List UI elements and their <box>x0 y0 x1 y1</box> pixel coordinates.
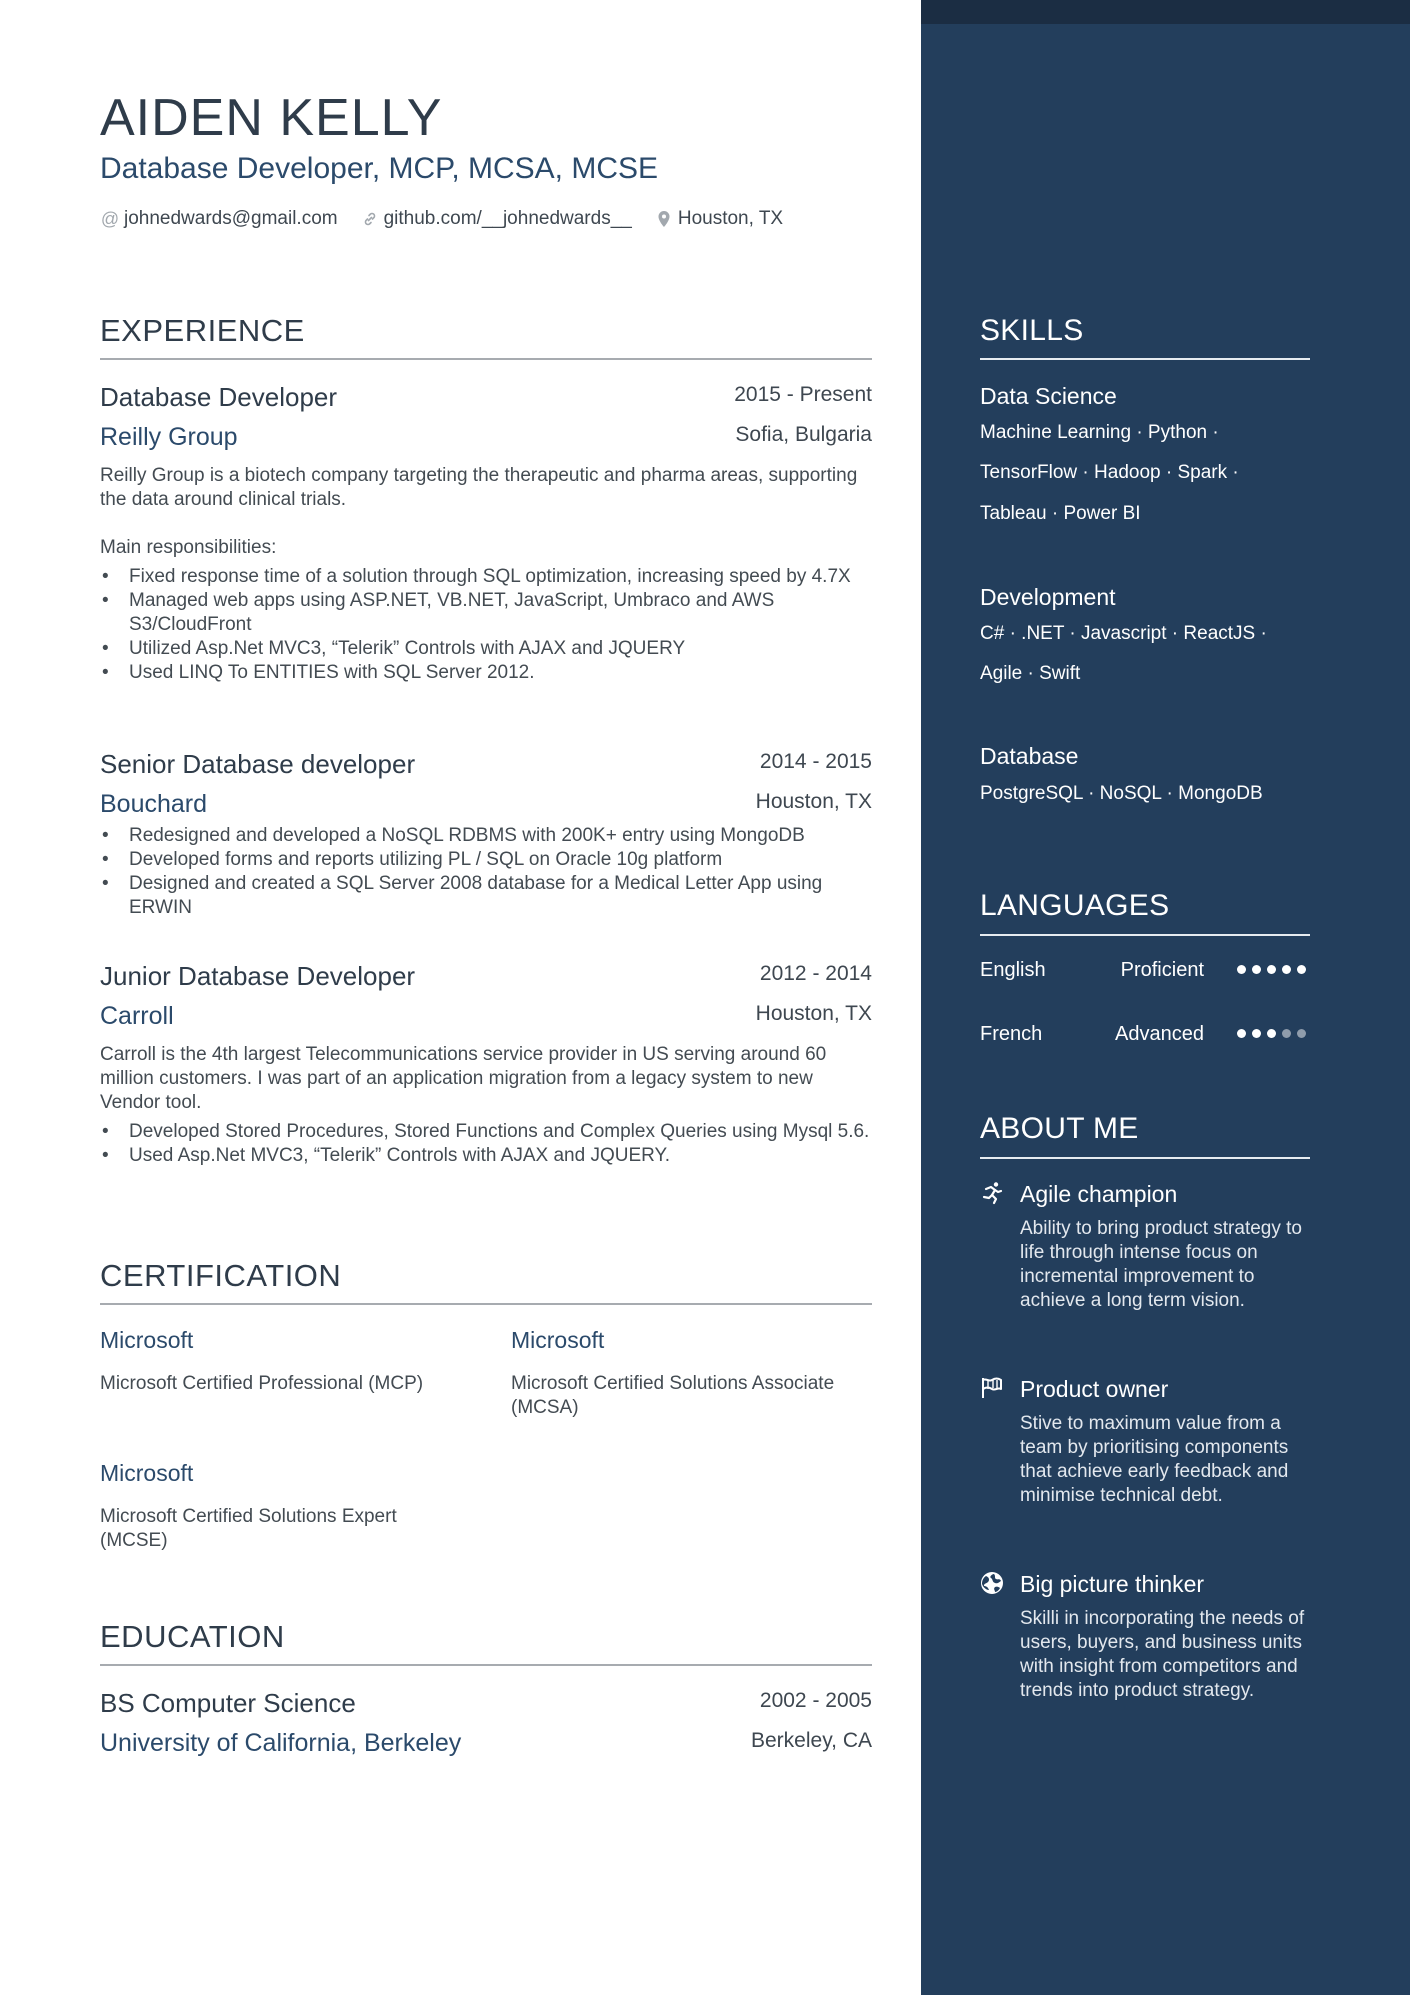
experience-divider <box>100 358 872 360</box>
rating-dot-filled <box>1252 965 1261 974</box>
about-item-title: Big picture thinker <box>1020 1571 1205 1597</box>
rating-dot-filled <box>1282 965 1291 974</box>
job-bullets <box>100 824 875 920</box>
school-location: Berkeley, CA <box>751 1729 872 1752</box>
about-heading: ABOUT ME <box>980 1112 1139 1145</box>
list-item: • Utilized Asp.Net MVC3, “Telerik” Controls with AJAX and JQUERY <box>100 637 875 661</box>
cert-name: Microsoft Certified Solutions Expert (MCSE) <box>100 1506 397 1551</box>
about-item-title: Product owner <box>1020 1376 1169 1402</box>
globe-icon <box>980 1571 1004 1595</box>
job-location: Sofia, Bulgaria <box>735 423 872 446</box>
contact-link[interactable] <box>360 208 632 230</box>
company-description: Carroll is the 4th largest Telecommunications service provider in US serving around 60 million customers. I was part of an application migration from a legacy system to new Vendor tool. <box>100 1044 827 1113</box>
flag-icon <box>980 1376 1004 1400</box>
cert-issuer: Microsoft <box>511 1327 605 1353</box>
education-divider <box>100 1664 872 1666</box>
contact-email[interactable] <box>100 208 338 230</box>
skill-line: C# · .NET · Javascript · ReactJS · <box>980 623 1267 644</box>
candidate-name: AIDEN KELLY <box>100 89 443 147</box>
experience-heading: EXPERIENCE <box>100 313 305 348</box>
rating-dot-filled <box>1237 965 1246 974</box>
rating-dot-filled <box>1267 1029 1276 1038</box>
skill-category: Data Science <box>980 383 1117 409</box>
list-item: • Fixed response time of a solution through SQL optimization, increasing speed by 4.7X <box>100 565 875 589</box>
job-title: Senior Database developer <box>100 749 416 779</box>
language-level: Advanced <box>1115 1023 1204 1045</box>
list-item: • Developed forms and reports utilizing PL / SQL on Oracle 10g platform <box>100 848 875 872</box>
certification-divider <box>100 1303 872 1305</box>
job-dates: 2012 - 2014 <box>759 962 872 985</box>
about-item-desc: Stive to maximum value from a team by prioritising components that achieve early feedback and minimise technical debt. <box>1020 1413 1289 1506</box>
education-dates: 2002 - 2005 <box>759 1689 872 1712</box>
degree: BS Computer Science <box>100 1688 356 1718</box>
certification-heading: CERTIFICATION <box>100 1258 342 1293</box>
cert-name: Microsoft Certified Solutions Associate (MCSA) <box>511 1373 835 1418</box>
location-pin-icon <box>654 209 674 229</box>
company-name: Carroll <box>100 1002 174 1030</box>
job-location: Houston, TX <box>755 790 872 813</box>
location-text: Houston, TX <box>677 208 784 229</box>
company-name: Bouchard <box>100 790 208 818</box>
job-bullets <box>100 1120 875 1168</box>
job-title: Junior Database Developer <box>100 961 416 991</box>
rating-dot-filled <box>1237 1029 1246 1038</box>
rating-dot-empty <box>1282 1029 1291 1038</box>
job-bullets <box>100 565 875 685</box>
about-item-title: Agile champion <box>1020 1181 1178 1207</box>
link-text: github.com/__johnedwards__ <box>383 208 632 229</box>
education-heading: EDUCATION <box>100 1619 285 1654</box>
cert-name: Microsoft Certified Professional (MCP) <box>100 1373 424 1394</box>
sidebar-top-bar <box>921 0 1410 24</box>
cert-issuer: Microsoft <box>100 1327 194 1353</box>
company-name: Reilly Group <box>100 423 238 451</box>
language-name: English <box>980 959 1046 981</box>
school-name: University of California, Berkeley <box>100 1729 462 1757</box>
company-description: Reilly Group is a biotech company targeting the therapeutic and pharma areas, supporting the data around clinical trials. <box>100 465 858 510</box>
skill-line: PostgreSQL · NoSQL · MongoDB <box>980 783 1263 804</box>
list-item: • Used Asp.Net MVC3, “Telerik” Controls with AJAX and JQUERY. <box>100 1144 875 1168</box>
list-item: • Used LINQ To ENTITIES with SQL Server 2012. <box>100 661 875 685</box>
list-item: • Managed web apps using ASP.NET, VB.NET, JavaScript, Umbraco and AWS S3/CloudFront <box>100 589 875 637</box>
languages-divider <box>980 934 1310 936</box>
contact-location <box>654 208 783 230</box>
list-item: • Designed and created a SQL Server 2008 database for a Medical Letter App using ERWIN <box>100 872 875 920</box>
contact-row <box>100 208 805 230</box>
responsibilities-intro: Main responsibilities: <box>100 537 277 558</box>
rating-dot-filled <box>1297 965 1306 974</box>
rating-dot-empty <box>1297 1029 1306 1038</box>
email-text: johnedwards@gmail.com <box>124 208 338 229</box>
language-rating <box>1237 1029 1312 1038</box>
skills-heading: SKILLS <box>980 314 1084 347</box>
skills-divider <box>980 358 1310 360</box>
skill-line: Agile · Swift <box>980 663 1081 684</box>
list-item: • Redesigned and developed a NoSQL RDBMS with 200K+ entry using MongoDB <box>100 824 875 848</box>
language-level: Proficient <box>1120 959 1204 981</box>
cert-issuer: Microsoft <box>100 1460 194 1486</box>
about-divider <box>980 1157 1310 1159</box>
skill-line: Tableau · Power BI <box>980 503 1141 524</box>
job-title: Database Developer <box>100 382 338 412</box>
about-item-desc: Ability to bring product strategy to life through intense focus on incremental improvement to achieve a long term vision. <box>1020 1218 1302 1311</box>
skill-line: TensorFlow · Hadoop · Spark · <box>980 462 1239 483</box>
languages-heading: LANGUAGES <box>980 889 1170 922</box>
job-location: Houston, TX <box>755 1002 872 1025</box>
list-item: • Developed Stored Procedures, Stored Functions and Complex Queries using Mysql 5.6. <box>100 1120 875 1144</box>
skill-category: Development <box>980 584 1116 610</box>
rating-dot-filled <box>1267 965 1276 974</box>
job-dates: 2015 - Present <box>734 383 872 406</box>
language-name: French <box>980 1023 1043 1045</box>
candidate-title: Database Developer, MCP, MCSA, MCSE <box>100 152 659 185</box>
job-dates: 2014 - 2015 <box>759 750 872 773</box>
skill-category: Database <box>980 743 1079 769</box>
at-icon: @ <box>100 208 120 229</box>
language-rating <box>1237 965 1312 974</box>
link-icon <box>360 209 380 229</box>
running-person-icon <box>980 1181 1004 1205</box>
about-item-desc: Skilli in incorporating the needs of users, buyers, and business units with insight from competitors and trends into product strategy. <box>1020 1608 1305 1701</box>
rating-dot-filled <box>1252 1029 1261 1038</box>
skill-line: Machine Learning · Python · <box>980 422 1219 443</box>
